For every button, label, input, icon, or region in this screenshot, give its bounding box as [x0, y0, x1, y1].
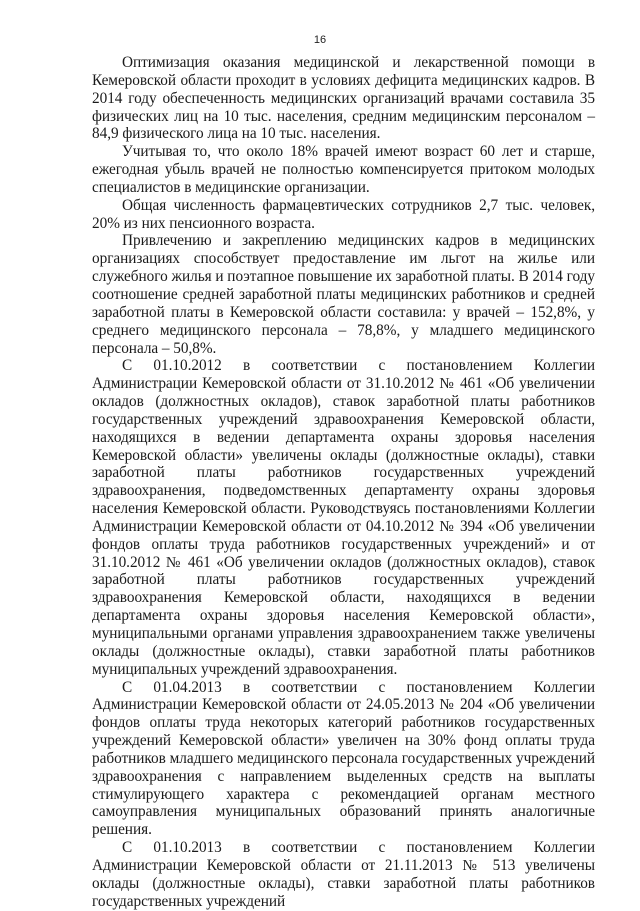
paragraph-salary-ratio: Привлечению и закреплению медицинских кадров в медицинских организациях способствует предоставление им льгот на жилье или служебного жилья и поэтапное повышение их заработной платы. В 2014 году соотношение средней заработной платы медицинских работников и средней заработной платы в Кемеровской области составила: у врачей – 152,8%, у среднего медицинского персонала – 78,8%, у младшего медицинского персонала – 50,8%. — [92, 232, 595, 357]
page-number: 16 — [313, 34, 327, 46]
paragraph-doctor-age: Учитывая то, что около 18% врачей имеют возраст 60 лет и старше, ежегодная убыль врачей не полностью компенсируется притоком молодых специалистов в медицинские организации. — [92, 143, 595, 196]
paragraph-pharmacists: Общая численность фармацевтических сотрудников 2,7 тыс. человек, 20% из них пенсионного возраста. — [92, 196, 595, 232]
document-body — [92, 54, 595, 911]
paragraph-resolution-2012: С 01.10.2012 в соответствии с постановлением Коллегии Администрации Кемеровской области от 31.10.2012 № 461 «Об увеличении окладов (должностных окладов), ставок заработной платы работников государственных учреждений здравоохранения Кемеровской области, находящихся в ведении департамента охраны здоровья населения Кемеровской области» увеличены оклады (должностные оклады), ставки заработной платы работников государственных учреждений здравоохранения, подведомственных департаменту охраны здоровья населения Кемеровской области. Руководствуясь постановлениями Коллегии Администрации Кемеровской области от 04.10.2012 № 394 «Об увеличении фондов оплаты труда работников государственных учреждений» и от 31.10.2012 № 461 «Об увеличении окладов (должностных окладов), ставок заработной платы работников государственных учреждений здравоохранения Кемеровской области, находящихся в ведении департамента охраны здоровья населения Кемеровской области», муниципальными органами управления здравоохранением также увеличены оклады (должностные оклады), ставки заработной платы работников муниципальных учреждений здравоохранения. — [92, 357, 595, 678]
paragraph-staffing-shortage: Оптимизация оказания медицинской и лекарственной помощи в Кемеровской области проходит в условиях дефицита медицинских кадров. В 2014 году обеспеченность медицинских организаций врачами составила 35 физических лиц на 10 тыс. населения, средним медицинским персоналом – 84,9 физического лица на 10 тыс. населения. — [92, 54, 595, 143]
paragraph-resolution-april-2013: С 01.04.2013 в соответствии с постановлением Коллегии Администрации Кемеровской области от 24.05.2013 № 204 «Об увеличении фондов оплаты труда некоторых категорий работников государственных учреждений Кемеровской области» увеличен на 30% фонд оплаты труда работников младшего медицинского персонала государственных учреждений здравоохранения с направлением выделенных средств на выплаты стимулирующего характера с рекомендацией органам местного самоуправления муниципальных образований принять аналогичные решения. — [92, 678, 595, 839]
paragraph-resolution-october-2013: С 01.10.2013 в соответствии с постановлением Коллегии Администрации Кемеровской области от 21.11.2013 № 513 увеличены оклады (должностные оклады), ставки заработной платы работников государственных учреждений — [92, 839, 595, 910]
